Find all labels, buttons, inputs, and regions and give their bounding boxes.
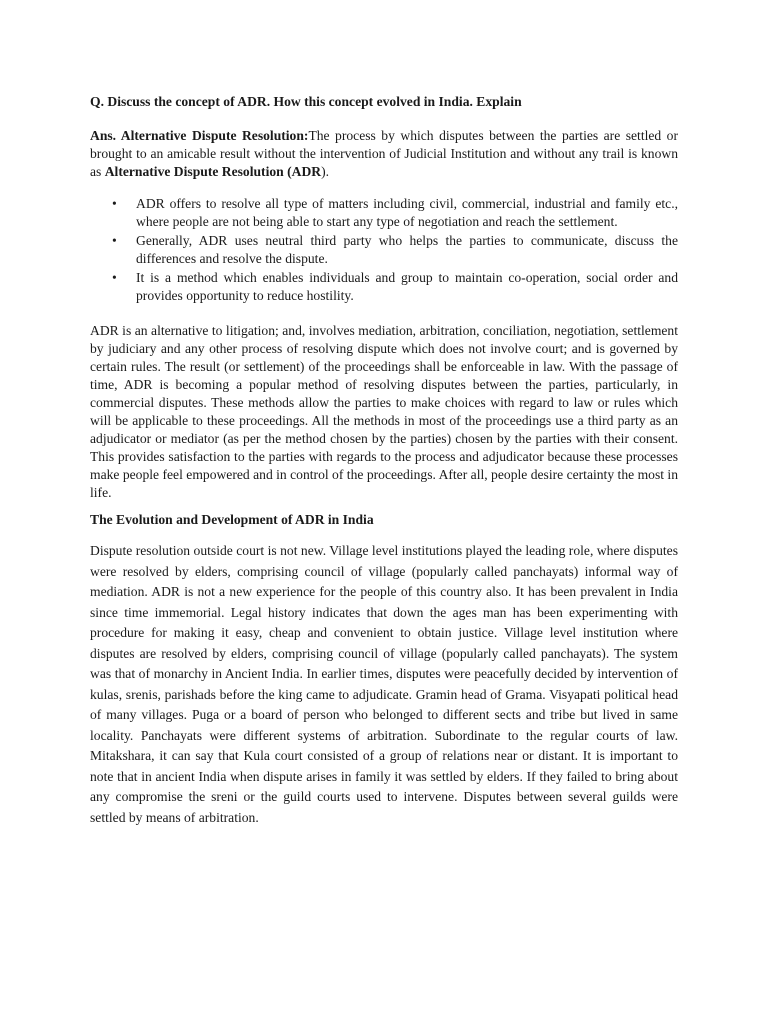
list-item-text: Generally, ADR uses neutral third party who helps the parties to communicate, discuss the differences and resolve the dispute. — [136, 232, 678, 267]
list-item-text: It is a method which enables individuals and group to maintain co-operation, social order and provides opportunity to reduce hostility. — [136, 269, 678, 304]
section-heading: The Evolution and Development of ADR in India — [90, 512, 374, 528]
list-item — [90, 195, 678, 232]
list-item-text: ADR offers to resolve all type of matters including civil, commercial, industrial and family etc., where people are not being able to start any type of negotiation and reach the settlement. — [136, 196, 678, 230]
bullet-list — [90, 195, 678, 305]
evolution-paragraph: Dispute resolution outside court is not new. Village level institutions played the leading role, where disputes were resolved by elders, comprising council of village (popularly called panchayats) informal way of mediation. ADR is not a new experience for the people of this country also. It has been prevalent in India since time immemorial. Legal history indicates that down the ages man has been experimenting with procedure for making it easy, cheap and convenient to obtain justice. Village level institution where disputes are resolved by elders, comprising council of village (popularly called panchayats). The system was that of monarchy in Ancient India. In earlier times, disputes were peacefully decided by intervention of kulas, srenis, parishads before the king came to adjudicate. Gramin head of Grama. Visyapati political head of many villages. Puga or a board of person who belonged to different sects and tribe but lived in same locality. Panchayats were different systems of arbitration. Subordinate to the regular courts of law. Mitakshara, it can say that Kula court consisted of a group of relations near or distant. It is important to note that in ancient India when dispute arises in family it was settled by elders. If they failed to bring about any compromise the sreni or the guild courts used to intervene. Disputes between several guilds were settled by means of arbitration. — [90, 543, 678, 825]
answer-text: The process by which disputes between the parties are settled or brought to an amicable result without the intervention of Judicial Institution and without any trail is known as — [90, 128, 679, 179]
answer-term: Alternative Dispute Resolution (ADR — [104, 164, 322, 179]
list-item — [90, 232, 678, 269]
question-heading: Q. Discuss the concept of ADR. How this concept evolved in India. Explain — [90, 94, 522, 109]
answer-prefix: Ans. Alternative Dispute Resolution: — [90, 128, 309, 143]
bullet-icon: • — [112, 196, 117, 211]
list-item — [90, 269, 678, 306]
adr-paragraph: ADR is an alternative to litigation; and, involves mediation, arbitration, conciliation, negotiation, settlement by judiciary and any other process of resolving dispute which does not involve court; and is governed by certain rules. The result (or settlement) of the proceedings shall be enforceable in law. With the passage of time, ADR is becoming a popular method of resolving disputes between the parties, particularly, in commercial disputes. These methods allow the parties to make choices with regard to law or rules which will be applicable to these proceedings. All the methods in most of the proceedings use a third party as an adjudicator or mediator (as per the method chosen by the parties) chosen by the parties with their consent. This provides satisfaction to the parties with regards to the process and adjudicator because these processes make people feel empowered and in control of the proceedings. After all, people desire certainty the most in life. — [90, 323, 678, 501]
bullet-icon: • — [112, 232, 117, 248]
answer-paragraph — [90, 127, 678, 181]
document-body — [90, 93, 678, 828]
bullet-icon: • — [112, 269, 117, 285]
answer-term-tail: ). — [321, 164, 330, 179]
